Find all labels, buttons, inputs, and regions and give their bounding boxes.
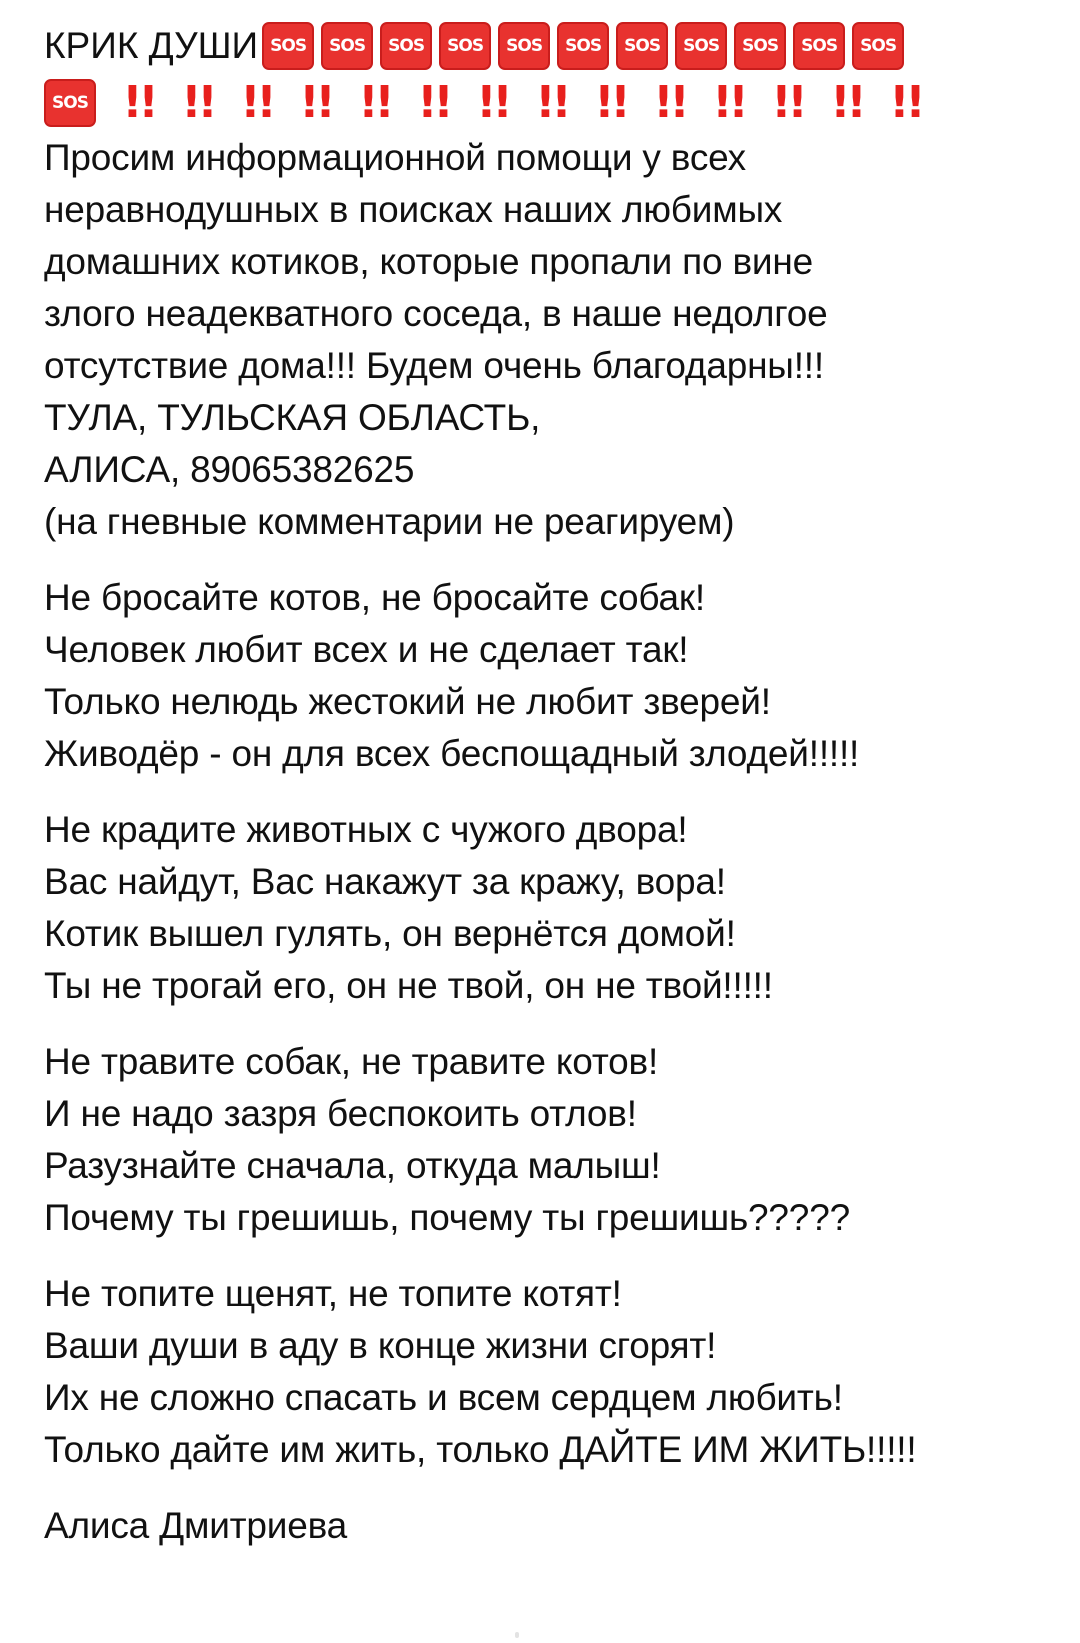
- intro-line: неравнодушных в поисках наших любимых: [44, 189, 783, 230]
- intro-line: (на гневные комментарии не реагируем): [44, 501, 735, 542]
- signature: Алиса Дмитриева: [44, 1505, 348, 1546]
- stanza: [44, 572, 1054, 780]
- title-sos-icons: [262, 22, 904, 70]
- poem-line: Почему ты грешишь, почему ты грешишь?????: [44, 1197, 850, 1238]
- double-exclamation-icon: !!: [653, 77, 686, 128]
- post-content: [44, 18, 1054, 1552]
- sos-emoji-icon: SOS: [734, 22, 786, 70]
- poem-line: Разузнайте сначала, откуда малыш!: [44, 1145, 661, 1186]
- sos-emoji-icon: SOS: [321, 22, 373, 70]
- sos-emoji-icon: SOS: [380, 22, 432, 70]
- poem-line: Не травите собак, не травите котов!: [44, 1041, 659, 1082]
- double-exclamation-icon: !!: [240, 77, 273, 128]
- poem-line: Только нелюдь жестокий не любит зверей!: [44, 681, 771, 722]
- double-exclamation-icon: !!: [712, 77, 745, 128]
- sos-emoji-icon: SOS: [793, 22, 845, 70]
- poem-line: Человек любит всех и не сделает так!: [44, 629, 689, 670]
- title-row: [44, 18, 1054, 74]
- stanza: [44, 1268, 1054, 1476]
- double-exclamation-icon: !!: [358, 77, 391, 128]
- double-exclamation-icon: !!: [771, 77, 804, 128]
- scroll-indicator: [515, 1632, 519, 1638]
- sos-emoji-icon: SOS: [498, 22, 550, 70]
- sos-emoji-icon: SOS: [852, 22, 904, 70]
- double-exclamation-icon: !!: [181, 77, 214, 128]
- poem-line: И не надо зазря беспокоить отлов!: [44, 1093, 637, 1134]
- stanza-gap: [44, 1012, 1054, 1036]
- poem-line: Котик вышел гулять, он вернётся домой!: [44, 913, 736, 954]
- poem-line: Ты не трогай его, он не твой, он не твой!!!!!: [44, 965, 773, 1006]
- sos-emoji-icon: SOS: [262, 22, 314, 70]
- sos-emoji-icon: SOS: [439, 22, 491, 70]
- intro-block: [44, 132, 1054, 548]
- double-exclamation-icon: !!: [889, 77, 922, 128]
- intro-line: ТУЛА, ТУЛЬСКАЯ ОБЛАСТЬ,: [44, 397, 541, 438]
- poem-line: Живодёр - он для всех беспощадный злодей!!!!!: [44, 733, 860, 774]
- stanza: [44, 1036, 1054, 1244]
- poem-line: Только дайте им жить, только ДАЙТЕ ИМ ЖИТЬ!!!!!: [44, 1429, 917, 1470]
- post-title: КРИК ДУШИ: [44, 25, 259, 66]
- sos-emoji-icon: SOS: [557, 22, 609, 70]
- sos-emoji-icon: SOS: [675, 22, 727, 70]
- stanza-gap: [44, 780, 1054, 804]
- stanza-gap: [44, 1476, 1054, 1500]
- double-exclamation-icon: !!: [299, 77, 332, 128]
- double-exclamation-icon: !!: [594, 77, 627, 128]
- stanza: [44, 804, 1054, 1012]
- double-exclamation-icon: !!: [417, 77, 450, 128]
- sos-emoji-icon: SOS: [44, 79, 96, 127]
- double-exclamation-icon: !!: [830, 77, 863, 128]
- poem-line: Не топите щенят, не топите котят!: [44, 1273, 622, 1314]
- poem-line: Не крадите животных с чужого двора!: [44, 809, 688, 850]
- double-exclamation-icon: !!: [122, 77, 155, 128]
- double-exclamation-icon: !!: [535, 77, 568, 128]
- emoji-row: [44, 74, 1054, 132]
- double-exclamation-icon: !!: [476, 77, 509, 128]
- poem-line: Ваши души в аду в конце жизни сгорят!: [44, 1325, 717, 1366]
- poem-line: Не бросайте котов, не бросайте собак!: [44, 577, 706, 618]
- intro-line: отсутствие дома!!! Будем очень благодарны!!!: [44, 345, 824, 386]
- intro-line: АЛИСА, 89065382625: [44, 449, 415, 490]
- poem-line: Вас найдут, Вас накажут за кражу, вора!: [44, 861, 726, 902]
- poem: [44, 548, 1054, 1500]
- stanza-gap: [44, 548, 1054, 572]
- intro-line: Просим информационной помощи у всех: [44, 137, 746, 178]
- poem-line: Их не сложно спасать и всем сердцем любить!: [44, 1377, 843, 1418]
- stanza-gap: [44, 1244, 1054, 1268]
- intro-line: злого неадекватного соседа, в наше недолгое: [44, 293, 828, 334]
- intro-line: домашних котиков, которые пропали по вине: [44, 241, 813, 282]
- sos-emoji-icon: SOS: [616, 22, 668, 70]
